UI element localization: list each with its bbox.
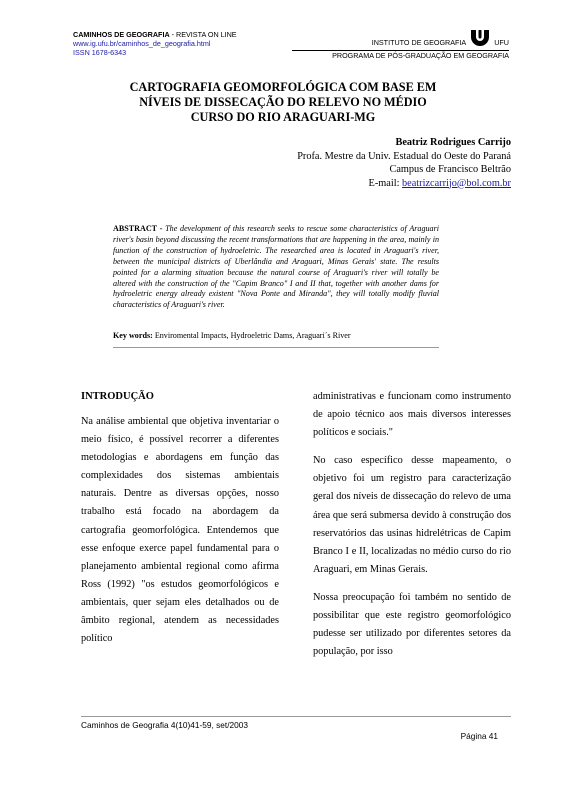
footer-citation: Caminhos de Geografia 4(10)41-59, set/2003 xyxy=(81,720,248,730)
ufu-logo-icon xyxy=(469,29,491,47)
author-affiliation: Profa. Mestre da Univ. Estadual do Oeste do Paraná xyxy=(297,150,511,162)
header-divider xyxy=(292,50,509,51)
abstract-label: ABSTRACT - xyxy=(113,224,163,233)
journal-issn: ISSN 1678-6343 xyxy=(73,48,127,57)
page-number: Página 41 xyxy=(460,731,498,741)
institute-name: INSTITUTO DE GEOGRAFIA xyxy=(371,37,467,47)
keywords-label: Key words: xyxy=(113,331,153,340)
keywords-text: Enviromental Impacts, Hydroeletric Dams, Araguari´s River xyxy=(152,331,351,340)
body-paragraph: Na análise ambiental que objetiva inventariar o meio físico, é possível recorrer a diferentes metodologias e abordagens em função das complexidades dos sistemas ambientais naturais. Dentre as diversas opções, nosso trabalho está focado na abordagem da cartografia geomorfológica. Entendemos que esse enfoque exerce papel fundamental para o planejamento ambiental regional como afirma Ross (1992) "os estudos geomorfológicos e ambientais, quer sejam eles detalhados ou de âmbito regional, atendem as necessidades político xyxy=(81,416,279,645)
title-line-2: NÍVEIS DE DISSECAÇÃO DO RELEVO NO MÉDIO xyxy=(139,95,427,109)
paper-title xyxy=(84,80,482,125)
abstract-text: The development of this research seeks to rescue some characteristics of Araguari river's basin beyond discussing the recent transformations that are happening in the area, mainly in function of the construction of hydroeletric. The researched area is located in Araguari's river, between the municipal districts of Uberlândia and Araguari, Minas Gerais' state. The results pointed for a alarming situation because the natural course of Araguari's river will totally be altered with the construction of the "Capim Branco" I and II that, together with another dams for hydroeletric energy already existent "Nova Ponte and Miranda", they will totally modify fluvial characteristics of Araguari's river. xyxy=(113,224,439,310)
author-name: Beatriz Rodrigues Carrijo xyxy=(395,137,511,148)
abstract xyxy=(113,224,439,311)
journal-header xyxy=(73,30,237,57)
university-name: UFU xyxy=(494,37,509,47)
author-campus: Campus de Francisco Beltrão xyxy=(389,164,511,175)
author-block xyxy=(191,136,511,190)
keywords-divider xyxy=(113,347,439,348)
left-column xyxy=(81,388,279,658)
body-paragraph: No caso específico desse mapeamento, o objetivo foi um registro para caracterização geral dos níveis de dissecação do relevo de uma área que será submersa devido à construção dos reservatórios das usinas hidrelétricas de Capim Branco I e II, localizadas no médio curso do rio Araguari, em Minas Gerais. xyxy=(313,455,511,575)
journal-url-link[interactable]: www.ig.ufu.br/caminhos_de_geografia.html xyxy=(73,39,211,48)
journal-name: CAMINHOS DE GEOGRAFIA - REVISTA ON LINE xyxy=(73,30,237,39)
footer-divider xyxy=(81,716,511,717)
program-name: PROGRAMA DE PÓS-GRADUAÇÃO EM GEOGRAFIA xyxy=(332,51,509,60)
author-email-link[interactable]: beatrizcarrijo@bol.com.br xyxy=(402,177,511,189)
title-line-1: CARTOGRAFIA GEOMORFOLÓGICA COM BASE EM xyxy=(129,80,437,94)
title-line-3: CURSO DO RIO ARAGUARI-MG xyxy=(190,110,376,124)
keywords xyxy=(113,331,439,341)
institute-header xyxy=(249,33,509,60)
section-title: INTRODUÇÃO xyxy=(81,391,154,402)
author-email: E-mail: beatrizcarrijo@bol.com.br xyxy=(368,177,511,189)
body-paragraph: administrativas e funcionam como instrumento de apoio técnico aos mais diversos interesses políticos e sociais." xyxy=(313,391,511,439)
right-column xyxy=(313,388,511,671)
body-paragraph: Nossa preocupação foi também no sentido de possibilitar que este registro geomorfológico pudesse ser utilizado por diferentes setores da população, por isso xyxy=(313,591,511,658)
